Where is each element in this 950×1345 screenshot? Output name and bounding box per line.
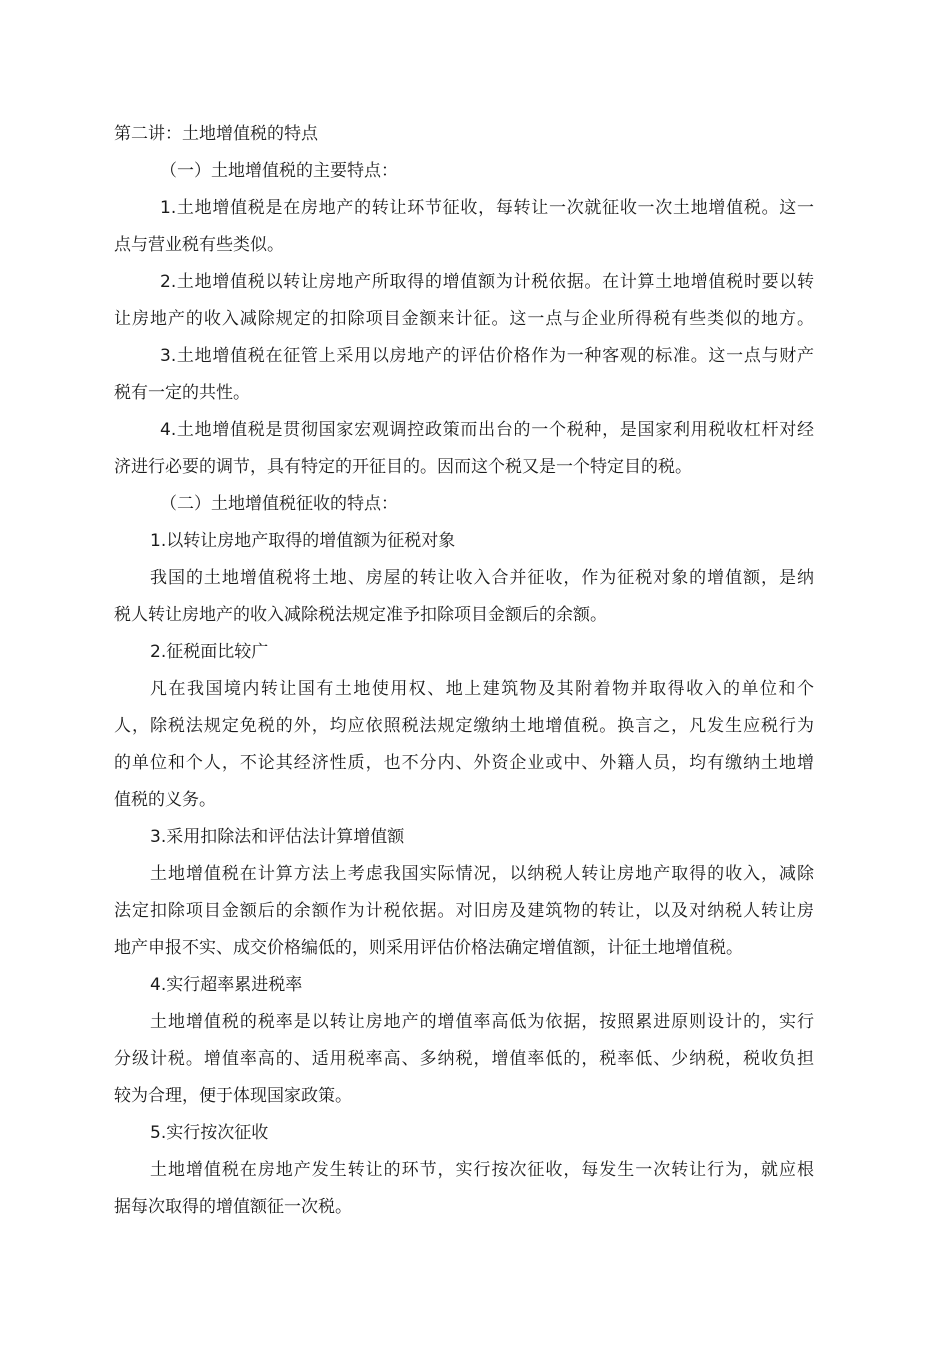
paragraph-line: 凡在我国境内转让国有土地使用权、地上建筑物及其附着物并取得收入的单位和个 — [150, 679, 814, 699]
paragraph-line: 3.土地增值税在征管上采用以房地产的评估价格作为一种客观的标准。这一点与财产 — [160, 346, 814, 366]
item-title: 5.实行按次征收 — [150, 1123, 269, 1143]
paragraph-line: 据每次取得的增值额征一次税。 — [114, 1197, 352, 1217]
paragraph-line: 土地增值税在计算方法上考虑我国实际情况，以纳税人转让房地产取得的收入，减除 — [150, 864, 814, 884]
paragraph-line: 较为合理，便于体现国家政策。 — [114, 1086, 352, 1106]
paragraph-line: 地产申报不实、成交价格编低的，则采用评估价格法确定增值额，计征土地增值税。 — [114, 938, 743, 958]
paragraph-line: 分级计税。增值率高的、适用税率高、多纳税，增值率低的，税率低、少纳税，税收负担 — [114, 1049, 814, 1069]
paragraph-line: 我国的土地增值税将土地、房屋的转让收入合并征收，作为征税对象的增值额，是纳 — [150, 568, 814, 588]
paragraph-line: 4.土地增值税是贯彻国家宏观调控政策而出台的一个税种，是国家利用税收杠杆对经 — [160, 420, 814, 440]
document-page — [114, 116, 814, 1226]
paragraph-line: 税有一定的共性。 — [114, 383, 250, 403]
item-title: 4.实行超率累进税率 — [150, 975, 303, 995]
paragraph-line: 值税的义务。 — [114, 790, 216, 810]
paragraph-line: 2.土地增值税以转让房地产所取得的增值额为计税依据。在计算土地增值税时要以转 — [160, 272, 814, 292]
paragraph-line: 让房地产的收入减除规定的扣除项目金额来计征。这一点与企业所得税有些类似的地方。 — [114, 309, 814, 329]
item-title: 1.以转让房地产取得的增值额为征税对象 — [150, 531, 456, 551]
paragraph-line: 法定扣除项目金额后的余额作为计税依据。对旧房及建筑物的转让，以及对纳税人转让房 — [114, 901, 814, 921]
section1-heading: （一）土地增值税的主要特点： — [160, 161, 398, 181]
paragraph-line: 税人转让房地产的收入减除税法规定准予扣除项目金额后的余额。 — [114, 605, 607, 625]
section2-heading: （二）土地增值税征收的特点： — [160, 494, 398, 514]
paragraph-line: 土地增值税的税率是以转让房地产的增值率高低为依据，按照累进原则设计的，实行 — [150, 1012, 814, 1032]
paragraph-line: 1.土地增值税是在房地产的转让环节征收，每转让一次就征收一次土地增值税。这一 — [160, 198, 814, 218]
paragraph-line: 点与营业税有些类似。 — [114, 235, 284, 255]
paragraph-line: 土地增值税在房地产发生转让的环节，实行按次征收，每发生一次转让行为，就应根 — [150, 1160, 814, 1180]
item-title: 2.征税面比较广 — [150, 642, 269, 662]
lecture-title: 第二讲：土地增值税的特点 — [114, 124, 318, 144]
paragraph-line: 人，除税法规定免税的外，均应依照税法规定缴纳土地增值税。换言之，凡发生应税行为 — [114, 716, 814, 736]
item-title: 3.采用扣除法和评估法计算增值额 — [150, 827, 405, 847]
paragraph-line: 的单位和个人，不论其经济性质，也不分内、外资企业或中、外籍人员，均有缴纳土地增 — [114, 753, 814, 773]
paragraph-line: 济进行必要的调节，具有特定的开征目的。因而这个税又是一个特定目的税。 — [114, 457, 692, 477]
